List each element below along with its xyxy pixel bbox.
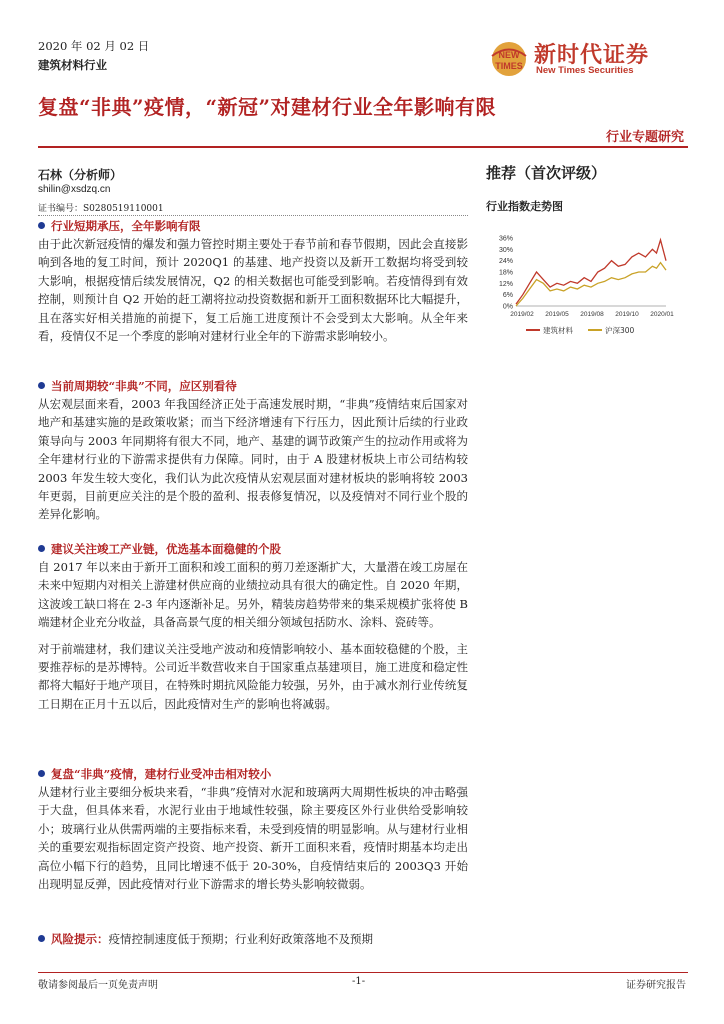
page-number: -1- (352, 976, 366, 987)
section-1 (38, 217, 468, 345)
bullet-icon (38, 935, 45, 942)
section-title-text: 建议关注竣工产业链，优选基本面稳健的个股 (51, 542, 281, 556)
logo-text-cn: 新时代证券 (534, 42, 650, 68)
section-paragraph: 由于此次新冠疫情的爆发和强力管控时期主要处于春节前和春节假期，因此会直接影响到各地的复工时间，预计 2020Q1 的基建、地产投资以及新开工数据均将受到较大影响，根据疫情后续发展情况，Q2 的相关数据也可能受到影响。若疫情得到有效控制，则预计自 Q2 开始的赶工潮将拉动投资数据和新开工面积数据环比大幅提升，且在落实好相关措施的前提下，复工后施工进度预计不会受到太大影响。从全年来看，疫情仅不足一个季度的影响对建材行业全年的下游需求影响较小。 (38, 237, 468, 344)
report-type: 行业专题研究 (605, 130, 684, 145)
logo-mark-line2: TIMES (495, 61, 523, 71)
footer-disclaimer: 敬请参阅最后一页免责声明 (38, 980, 158, 991)
section-paragraph: 对于前端建材，我们建议关注受地产波动和疫情影响较小、基本面较稳健的个股，主要推荐标的是苏博特。公司近半数营收来自于国家重点基建项目，施工进度和稳定性都将大幅好于地产项目，在特殊时期抗风险能力较强，另外，由于减水剂行业传统复工日期在正月十五以后，因此疫情对生产的影响也将减弱。 (38, 641, 468, 711)
bullet-icon (38, 222, 45, 229)
x-tick-label: 2019/10 (615, 311, 639, 318)
y-tick-label: 24% (498, 258, 513, 266)
bullet-icon (38, 770, 45, 777)
section-2 (38, 377, 468, 524)
section-paragraph: 从宏观层面来看，2003 年我国经济正处于高速发展时期，“非典”疫情结束后国家对地产和基建实施的是政策收紧；而当下经济增速有下行压力，因此预计后续的行业政策导向与 2003 年同期将有很大不同，地产、基建的调节政策产生的拉动作用或将为全年建材行业的下游需求提供有力保障。同时，由于 A 股建材板块上市公司结构较 2003 年发生较大变化，我们认为此次疫情从宏观层面对建材板块的影响将较 2003 年更弱，目前更应关注的是个股的盈利、报表修复情况，以及疫情对不同行业个股的差异化影响。 (38, 397, 468, 522)
analyst-divider (38, 215, 468, 216)
risk-label: 风险提示： (51, 932, 109, 946)
company-logo (486, 38, 686, 78)
analyst-name: 石林（分析师） (38, 168, 123, 182)
footer-report-type: 证券研究报告 (626, 980, 686, 991)
x-tick-label: 2019/02 (510, 311, 534, 318)
x-tick-label: 2020/01 (650, 311, 674, 318)
section-title (38, 217, 468, 235)
sector-name: 建筑材料行业 (38, 58, 107, 72)
bullet-icon (38, 545, 45, 552)
y-tick-label: 6% (502, 292, 513, 300)
section-title-text: 当前周期较“非典”不同，应区别看待 (51, 379, 237, 393)
y-tick-label: 36% (498, 235, 513, 243)
section-paragraph: 自 2017 年以来由于新开工面积和竣工面积的剪刀差逐渐扩大，大量潜在竣工房屋在未来中短期内对相关上游建材供应商的业绩拉动具有很大的确定性。自 2020 年期，这波竣工缺口将在 2-3 年内逐渐补足。另外，精装房趋势带来的集采规模扩张将使 B 端建材企业充分收益，具备高景气度的相关细分领域包括防水、涂料、瓷砖等。 (38, 560, 468, 630)
series-line-2 (516, 263, 666, 306)
section-title-text: 行业短期承压，全年影响有限 (51, 219, 201, 233)
section-title (38, 540, 468, 558)
x-tick-label: 2019/08 (580, 311, 604, 318)
legend-label: 建筑材料 (543, 326, 573, 335)
bullet-icon (38, 382, 45, 389)
risk-text: 疫情控制速度低于预期；行业利好政策落地不及预期 (108, 932, 373, 946)
section-title-text: 复盘“非典”疫情，建材行业受冲击相对较小 (51, 767, 272, 781)
logo-text-en: New Times Securities (536, 65, 634, 76)
risk-note (38, 930, 468, 948)
footer-divider (38, 972, 688, 973)
chart-title: 行业指数走势图 (486, 200, 563, 213)
y-tick-label: 30% (498, 246, 513, 254)
y-tick-label: 18% (498, 269, 513, 277)
x-tick-label: 2019/05 (545, 311, 569, 318)
analyst-cert: 证书编号：S0280519110001 (38, 204, 164, 214)
rating: 推荐（首次评级） (486, 164, 607, 182)
report-title: 复盘“非典”疫情，“新冠”对建材行业全年影响有限 (38, 95, 497, 119)
section-title (38, 377, 468, 395)
y-tick-label: 0% (502, 303, 513, 311)
y-tick-label: 12% (498, 280, 513, 288)
legend-label: 沪深300 (605, 326, 635, 335)
section-paragraph: 从建材行业主要细分板块来看，“非典”疫情对水泥和玻璃两大周期性板块的冲击略强于大盘，但具体来看，水泥行业由于地域性较强，除主要疫区外行业供给受影响较小；玻璃行业从供需两端的主要指标来看，未受到疫情的明显影响。从与建材行业相关的重要宏观指标固定资产投资、地产投资、新开工面积来看，疫情时期基本均走出高位小幅下行的趋势，且同比增速不低于 20-30%，自疫情结束后的 2003Q3 开始出现明显反弹，因此疫情对行业下游需求的增长势头影响较微弱。 (38, 785, 468, 892)
logo-mark-icon (486, 38, 532, 80)
section-4 (38, 765, 468, 893)
report-date: 2020 年 02 月 02 日 (38, 39, 150, 53)
section-title (38, 765, 468, 783)
analyst-email: shilin@xsdzq.cn (38, 184, 111, 195)
section-3 (38, 540, 468, 713)
logo-mark-line1: NEW (498, 50, 520, 60)
header-divider (38, 146, 688, 148)
index-trend-chart (486, 230, 676, 370)
